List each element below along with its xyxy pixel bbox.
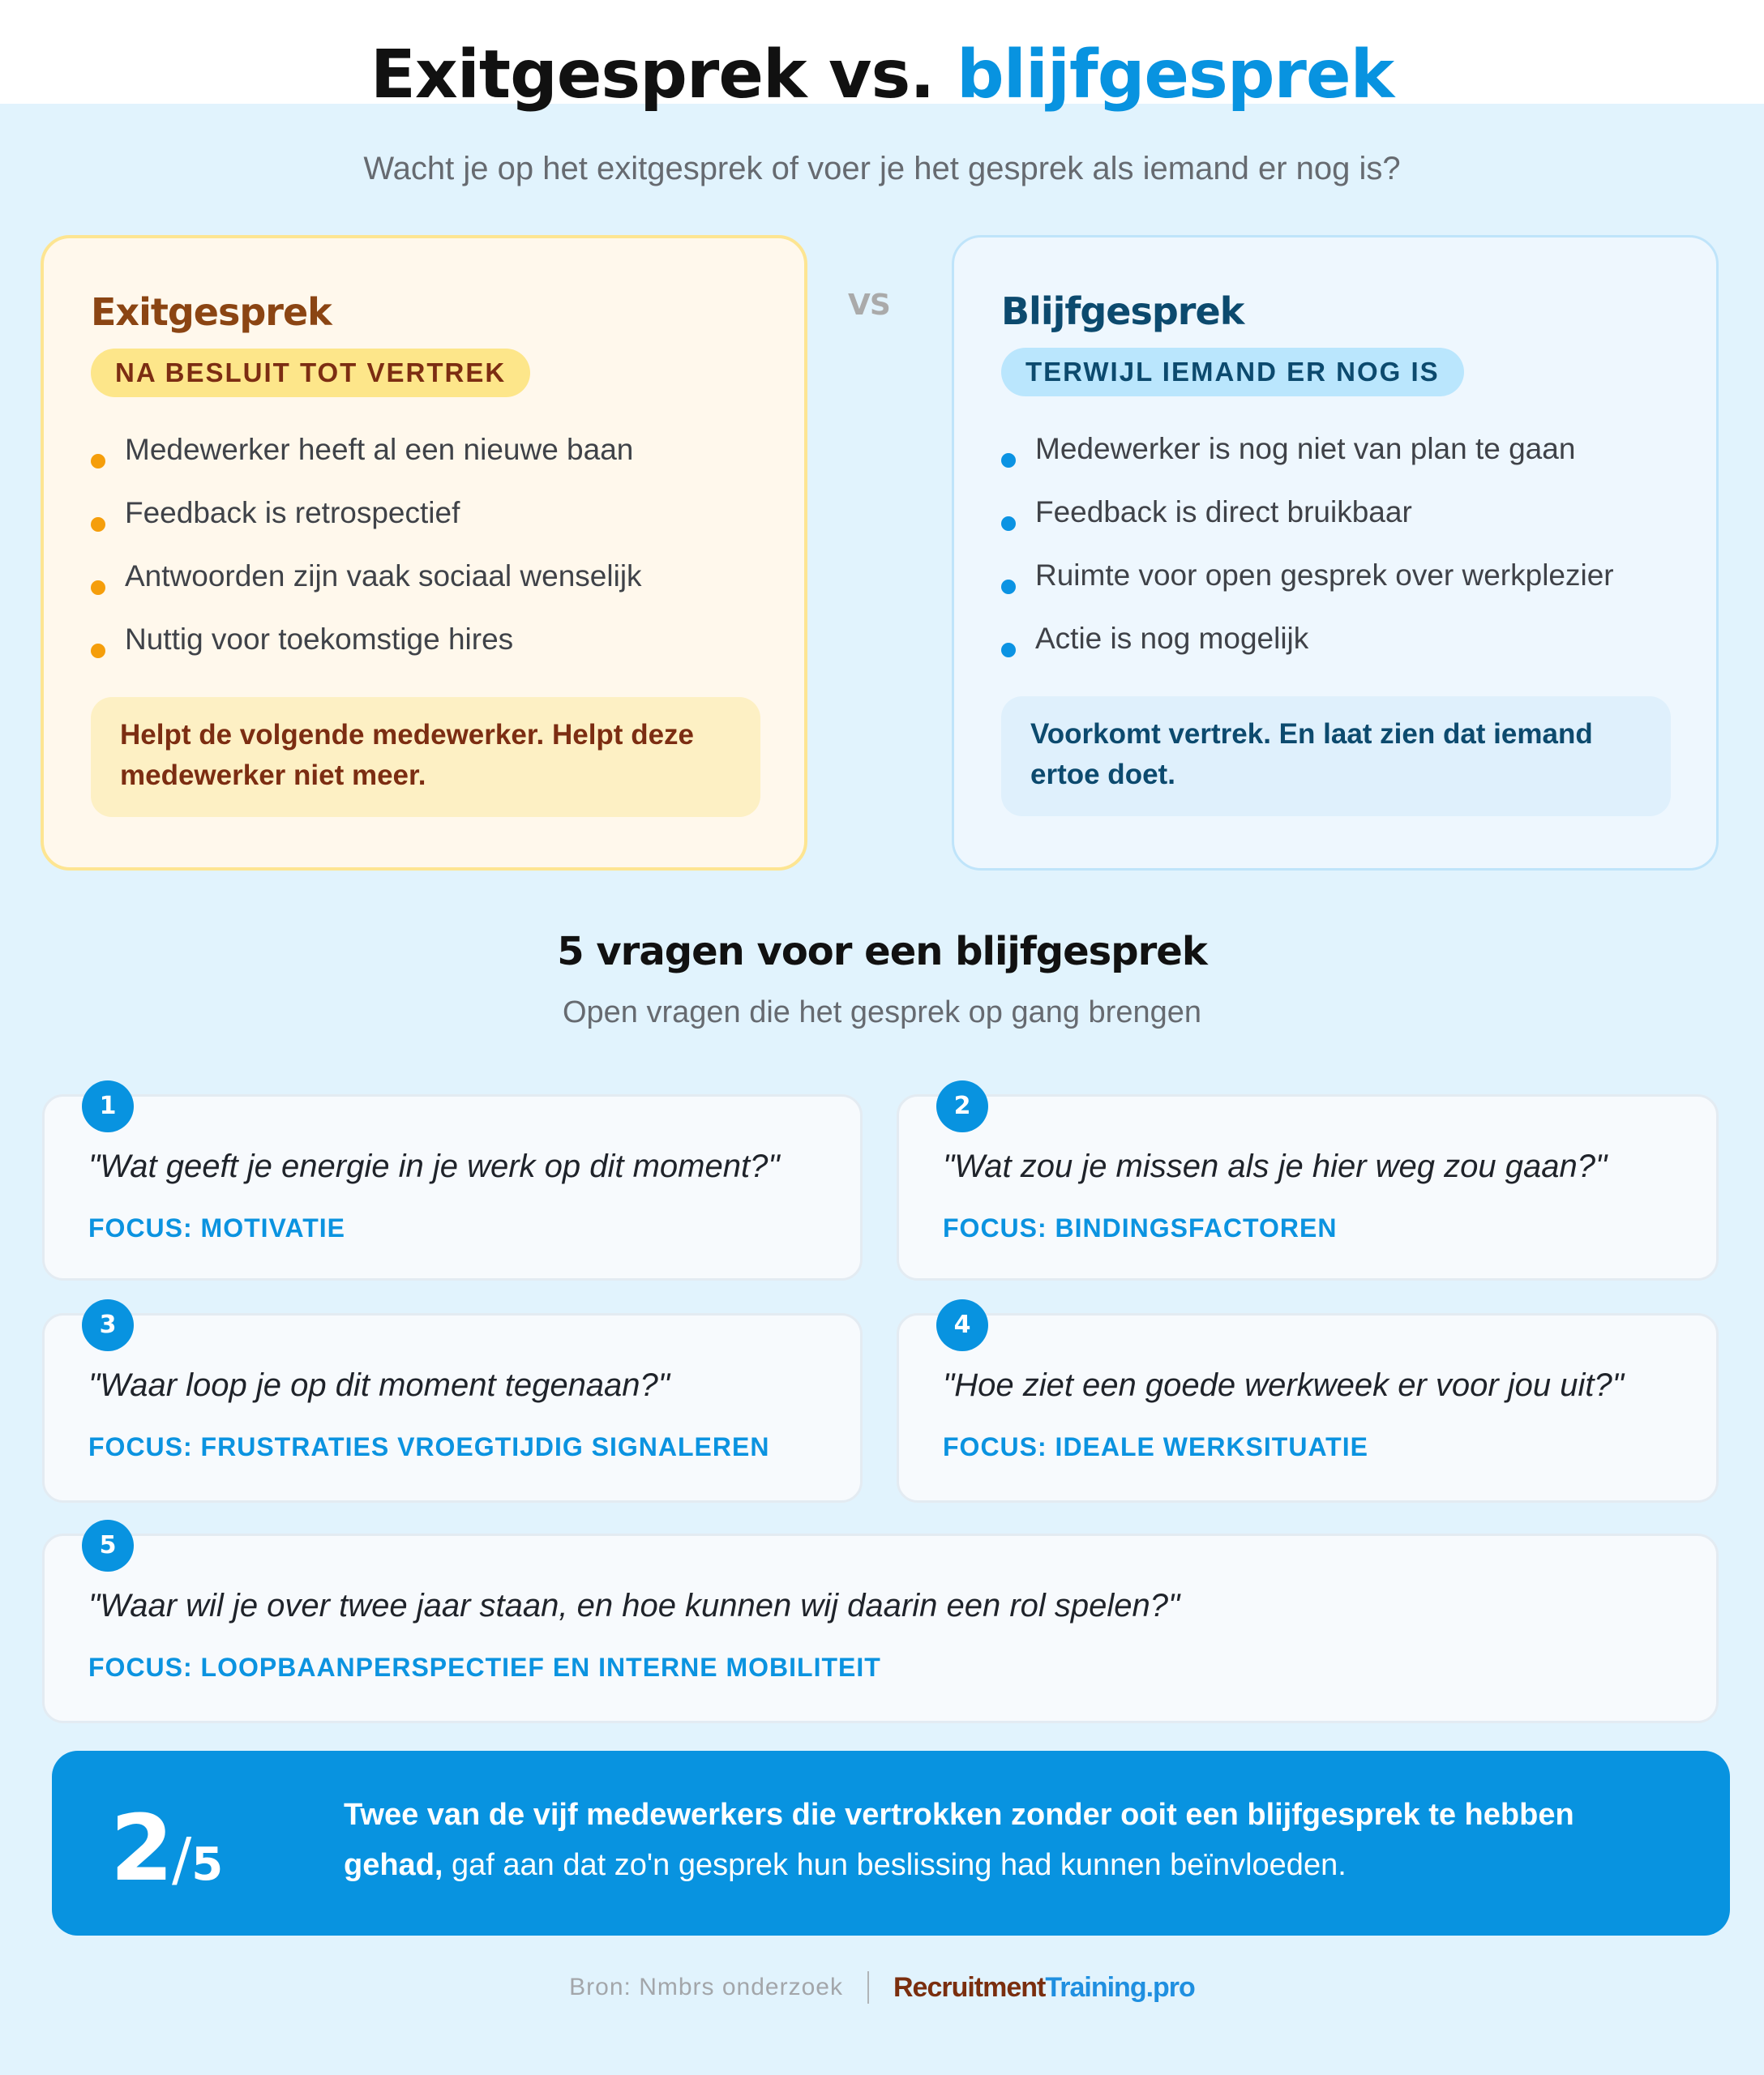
bullet-dot-icon [1001,643,1016,657]
number-badge: 3 [82,1299,134,1351]
stat-text-regular: gaf aan dat zo'n gesprek hun beslissing had kunnen beïnvloeden. [443,1848,1347,1882]
questions-title: 5 vragen voor een blijfgesprek [557,929,1207,974]
list-item [91,545,642,608]
title-stay: blijfgesprek [957,36,1394,113]
vs-label: VS [848,289,890,322]
exit-tag: NA BESLUIT TOT VERTREK [91,349,530,397]
stat-denominator: 5 [191,1838,224,1891]
bullet-dot-icon [91,644,105,658]
brand-part-2: Training.pro [1045,1971,1195,2003]
number-badge: 5 [82,1520,134,1572]
bullet-text: Feedback is retrospectief [125,496,460,529]
question-focus: FOCUS: MOTIVATIE [88,1213,346,1243]
stay-card [952,235,1719,871]
source-credit: Bron: Nmbrs onderzoek [569,1974,843,2000]
exit-callout: Helpt de volgende medewerker. Helpt deze medewerker niet meer. [91,697,760,817]
stat-numerator: 2 [110,1796,172,1902]
list-item [91,608,642,671]
list-item [1001,544,1614,607]
question-text: "Wat zou je missen als je hier weg zou gaan?" [943,1149,1608,1184]
stat-text-bold: Twee van de vijf medewerkers die vertrokken zonder ooit een blijfgesprek te hebben gehad, [344,1798,1574,1882]
list-item [1001,481,1614,544]
statistic-text [344,1790,1641,1890]
page-title [0,36,1764,113]
list-item [1001,607,1614,670]
stay-card-title: Blijfgesprek [1001,289,1244,333]
number-badge: 1 [82,1080,134,1132]
statistic-banner [52,1751,1730,1936]
question-card-4 [897,1313,1719,1503]
exit-card [41,235,807,871]
question-focus: FOCUS: FRUSTRATIES VROEGTIJDIG SIGNALEREN [88,1432,770,1461]
question-text: "Waar loop je op dit moment tegenaan?" [88,1367,670,1403]
list-item [1001,417,1614,481]
bullet-dot-icon [1001,516,1016,531]
stat-slash: / [171,1825,192,1893]
bullet-dot-icon [91,517,105,532]
question-card-1 [42,1094,863,1281]
bullet-text: Feedback is direct bruikbaar [1035,495,1412,528]
bullet-text: Medewerker is nog niet van plan te gaan [1035,432,1576,465]
bullet-text: Medewerker heeft al een nieuwe baan [125,433,634,466]
question-card-2 [897,1094,1719,1281]
bullet-dot-icon [91,580,105,595]
question-text: "Waar wil je over twee jaar staan, en hoe kunnen wij daarin een rol spelen?" [88,1588,1180,1624]
number-badge: 4 [936,1299,988,1351]
exit-bullet-list [91,418,642,671]
bullet-dot-icon [1001,580,1016,594]
brand-logo[interactable] [893,1972,1195,2004]
title-exit: Exitgesprek vs. [370,36,935,113]
stay-callout: Voorkomt vertrek. En laat zien dat iemand ertoe doet. [1001,696,1671,816]
bullet-text: Actie is nog mogelijk [1035,622,1309,655]
bullet-dot-icon [1001,453,1016,468]
footer-divider [867,1971,869,2004]
stay-tag: TERWIJL IEMAND ER NOG IS [1001,348,1464,396]
question-focus: FOCUS: IDEALE WERKSITUATIE [943,1432,1368,1461]
page-subtitle: Wacht je op het exitgesprek of voer je het gesprek als iemand er nog is? [363,151,1401,186]
question-focus: FOCUS: LOOPBAANPERSPECTIEF EN INTERNE MOBILITEIT [88,1653,881,1682]
questions-subtitle: Open vragen die het gesprek op gang brengen [562,995,1202,1029]
question-text: "Wat geeft je energie in je werk op dit moment?" [88,1149,780,1184]
exit-card-title: Exitgesprek [91,290,332,334]
stay-bullet-list [1001,417,1614,670]
question-card-5 [42,1531,1719,1723]
brand-part-1: Recruitment [893,1971,1046,2003]
question-focus: FOCUS: BINDINGSFACTOREN [943,1213,1338,1243]
bullet-text: Nuttig voor toekomstige hires [125,622,514,656]
bullet-dot-icon [91,454,105,468]
bullet-text: Antwoorden zijn vaak sociaal wenselijk [125,559,642,593]
list-item [91,481,642,545]
bullet-text: Ruimte voor open gesprek over werkplezier [1035,558,1614,592]
list-item [91,418,642,481]
footer [0,1971,1764,2004]
question-card-3 [42,1313,863,1503]
statistic-fraction [110,1796,223,1902]
number-badge: 2 [936,1080,988,1132]
question-text: "Hoe ziet een goede werkweek er voor jou uit?" [943,1367,1624,1403]
